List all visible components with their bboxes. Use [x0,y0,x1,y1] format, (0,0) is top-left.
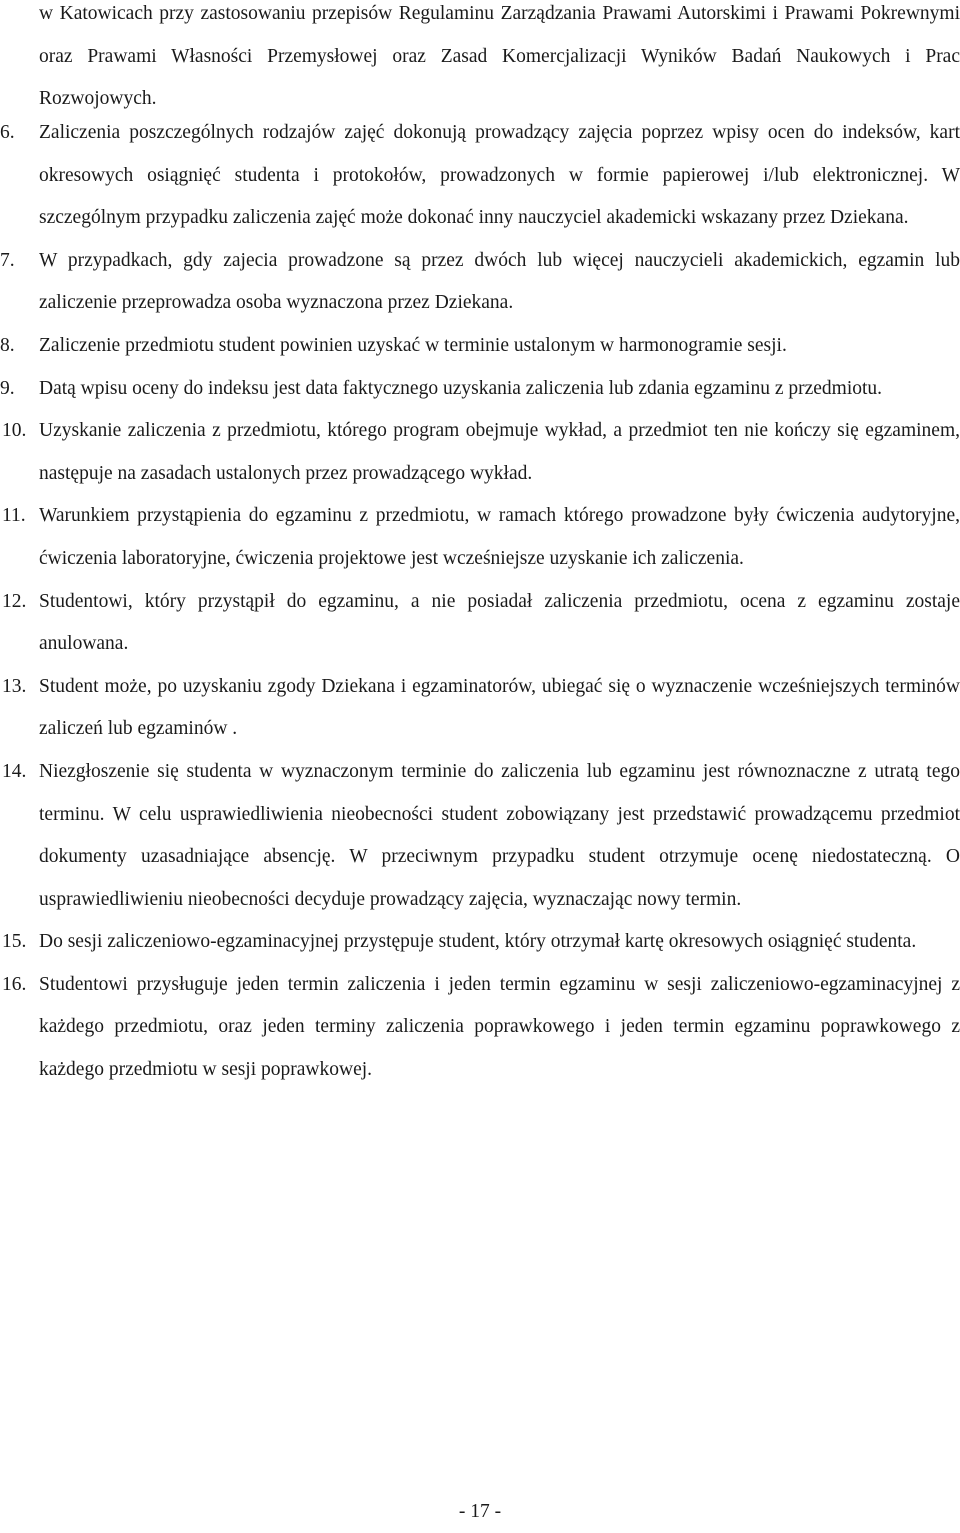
item-number: 14. [2,760,27,782]
item-text: Uzyskanie zaliczenia z przedmiotu, którego program obejmuje wykład, a przedmiot ten nie kończy się egzaminem, następuje na zasadach ustalonych przez prowadzącego wykład. [39,420,960,484]
list-item [0,410,960,495]
item-text: Studentowi, który przystąpił do egzaminu, a nie posiadał zaliczenia przedmiotu, ocena z egzaminu zostaje anulowana. [39,590,960,655]
item-text: Warunkiem przystąpienia do egzaminu z przedmiotu, w ramach którego prowadzone były ćwiczenia audytoryjne, ćwiczenia laboratoryjne, ćwiczenia projektowe jest wcześniejsze uzyskanie ich zaliczenia. [39,505,960,569]
regulation-list [0,112,960,1092]
list-item [0,964,960,1092]
item-number: 10. [2,420,27,442]
list-item [0,495,960,580]
list-item [0,240,960,325]
list-item [0,581,960,666]
item-number: 8. [0,334,15,356]
page-number: - 17 - [458,1501,502,1522]
item-number: 16. [2,973,27,995]
list-item [0,921,960,964]
item-number: 13. [2,675,27,697]
item-text: W przypadkach, gdy zajecia prowadzone są przez dwóch lub więcej nauczycieli akademickich, egzamin lub zaliczenie przeprowadza osoba wyznaczona przez Dziekana. [39,249,960,314]
item-number: 12. [2,590,27,612]
list-item [0,325,960,368]
item-number: 6. [0,122,15,143]
intro-paragraph: w Katowicach przy zastosowaniu przepisów Regulaminu Zarządzania Prawami Autorskimi i Prawami Pokrewnymi oraz Prawami Własności Przemysłowej oraz Zasad Komercjalizacji Wyników Badań Naukowych i Prac Rozwojowych. [39,3,960,110]
item-text: Studentowi przysługuje jeden termin zaliczenia i jeden termin egzaminu w sesji zaliczeniowo-egzaminacyjnej z każdego przedmiotu, oraz jeden terminy zaliczenia poprawkowego i jeden termin egzaminu poprawkowego z każdego przedmiotu w sesji poprawkowej. [39,973,960,1081]
list-item [0,112,960,240]
item-text: Student może, po uzyskaniu zgody Dziekana i egzaminatorów, ubiegać się o wyznaczenie wcześniejszych terminów zaliczeń lub egzaminów . [39,675,960,740]
list-item [0,666,960,751]
list-item [0,368,960,411]
item-number: 9. [0,377,15,399]
item-text: Niezgłoszenie się studenta w wyznaczonym terminie do zaliczenia lub egzaminu jest równoznaczne z utratą tego terminu. W celu usprawiedliwienia nieobecności student zobowiązany jest przedstawić prowadzącemu przedmiot dokumenty uzasadniające absencję. W przeciwnym przypadku student otrzymuje ocenę niedostateczną. O usprawiedliwieniu nieobecności decyduje prowadzący zajęcia, wyznaczając nowy termin. [39,760,960,910]
item-text: Do sesji zaliczeniowo-egzaminacyjnej przystępuje student, który otrzymał kartę okresowych osiągnięć studenta. [39,931,917,953]
item-text: Zaliczenia poszczególnych rodzajów zajęć dokonują prowadzący zajęcia poprzez wpisy ocen do indeksów, kart okresowych osiągnięć studenta i protokołów, prowadzonych w formie papierowej i/lub elektronicznej. W szczególnym przypadku zaliczenia zajęć może dokonać inny nauczyciel akademicki wskazany przez Dziekana. [39,122,960,229]
item-number: 11. [2,505,26,527]
item-number: 15. [2,931,27,953]
item-text: Zaliczenie przedmiotu student powinien uzyskać w terminie ustalonym w harmonogramie sesji. [39,334,787,356]
item-number: 7. [0,249,15,271]
list-item [0,751,960,921]
item-text: Datą wpisu oceny do indeksu jest data faktycznego uzyskania zaliczenia lub zdania egzaminu z przedmiotu. [39,377,883,399]
